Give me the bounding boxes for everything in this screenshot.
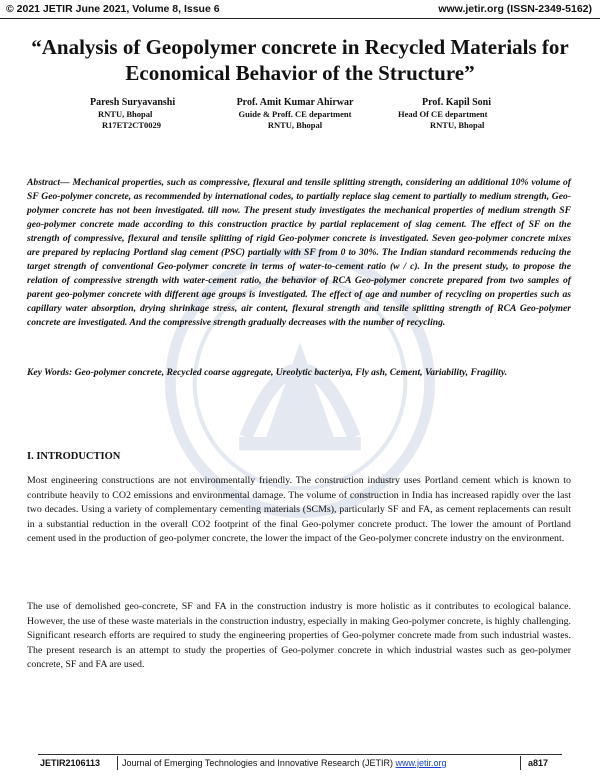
body-paragraph: The use of demolished geo-concrete, SF and FA in the construction industry is more holistic as it contributes to ecological balance. However, the use of these waste materials in the construction industry, especially in making Geo-polymer concrete, is highly challenging. Significant research efforts are required to study the engineering properties of Geo-polymer concrete made from such industrial wastes. The present research is an attempt to study the properties of Geo-polymer concrete in which industrial wastes such as geo-polymer concrete, SF and FA are used.	[27, 601, 571, 670]
author-affiliation: RNTU, Bhopal	[430, 120, 485, 130]
author-1	[90, 96, 175, 131]
header-rule	[0, 18, 600, 19]
author-block	[0, 96, 600, 140]
keywords: Key Words: Geo-polymer concrete, Recycled coarse aggregate, Ureolytic bacteriya, Fly ash, Cement, Variability, Fragility.	[27, 367, 508, 378]
author-name: Paresh Suryavanshi	[90, 97, 176, 108]
author-3	[398, 96, 528, 131]
author-2	[220, 96, 370, 131]
author-role: Head Of CE department	[398, 109, 488, 119]
author-affiliation: RNTU, Bhopal	[267, 120, 323, 130]
footer-divider	[520, 756, 521, 770]
page-number: a817	[528, 758, 549, 768]
author-name: Prof. Kapil Soni	[422, 97, 491, 108]
running-footer	[0, 748, 600, 776]
author-name: Prof. Amit Kumar Ahirwar	[236, 97, 354, 108]
abstract: Abstract— Mechanical properties, such as compressive, flexural and tensile splitting strength, considering an additional 10% volume of SF Geo-polymer concrete, as recommended by international codes, to partially replace slag cement to partially to medium strength, Geo-polymer concrete has not been investigated. till now. The present study investigates the mechanical properties of medium strength SF geo-polymer concrete made according to this construction practice by partial replacement of slag cement. The effect of SF on the strength of compressive, flexural and tensile splitting of rigid Geo-polymer concrete is investigated. Seven geo-polymer concrete mixes are prepared by replacing Portland slag cement (PSC) partially with SF from 0 to 30%. The Indian standard recommends reducing the target strength of conventional Geo-polymer concrete in terms of water-to-cement ratio (w / c). In the present study, to propose the relation of compressive strength with water-cement ratio, the behavior of RCA Geo-polymer concrete prepared from two samples of parent geo-polymer concrete with different age groups is investigated. The effect of age and number of recycling on properties such as capillary water absorption, drying shrinkage stress, air content, flexural strength and tensile splitting strength of RCA Geo-polymer concrete are investigated. And the compressive strength gradually decreases with the number of recycling.	[27, 177, 571, 328]
author-role: Guide & Proff. CE department	[238, 109, 352, 119]
author-affiliation: RNTU, Bhopal	[98, 109, 153, 119]
body-paragraph: Most engineering constructions are not environmentally friendly. The construction industry uses Portland cement which is known to contribute heavily to CO2 emissions and environmental damage. The volume of construction in India has increased rapidly over the last two decades. Using a variety of complementary cementing materials (SCMs), particularly SF and FA, as cement replacements can result in a substantial reduction in the overall CO2 footprint of the final Geo-polymer concrete product. The lower the amount of Portland cement used in the production of geo-polymer concrete, the lower the impact of the Geo-polymer concrete industry on the environment.	[27, 475, 571, 544]
footer-divider	[117, 756, 118, 770]
journal-website-issn: www.jetir.org (ISSN-2349-5162)	[438, 3, 592, 15]
author-roll-number: R17ET2CT0029	[102, 120, 162, 130]
journal-name	[122, 758, 447, 768]
section-heading-introduction: I. INTRODUCTION	[27, 451, 121, 462]
journal-full-name: Journal of Emerging Technologies and Innovative Research (JETIR)	[122, 758, 393, 768]
article-id: JETIR2106113	[40, 758, 101, 768]
running-header	[0, 0, 600, 20]
footer-rule	[38, 754, 562, 755]
paper-title: “Analysis of Geopolymer concrete in Recycled Materials for Economical Behavior of the Structure”	[31, 35, 569, 85]
journal-issue-info: © 2021 JETIR June 2021, Volume 8, Issue 6	[6, 3, 220, 15]
journal-link[interactable]: www.jetir.org	[395, 758, 447, 768]
